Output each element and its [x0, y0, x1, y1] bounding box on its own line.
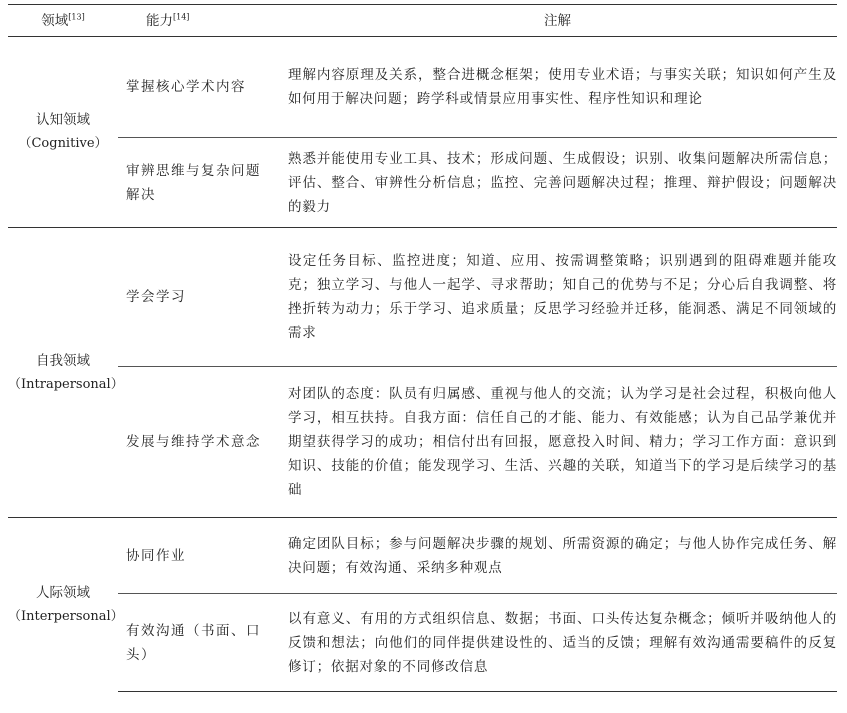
header-domain-ref: [13]: [68, 12, 85, 21]
note-cell: 对团队的态度：队员有归属感、重视与他人的交流；认为学习是社会过程，积极向他人学习，相互扶持。自我方面：信任自己的才能、能力、有效能感；认为自己品学兼优并期望获得学习的成功；相信付出有回报，愿意投入时间、精力；学习工作方面：意识到知识、技能的价值；能发现学习、生活、兴趣的关联，知道当下的学习是后续学习的基础: [278, 367, 837, 518]
table-row: [8, 228, 837, 367]
note-cell: 理解内容原理及关系，整合进概念框架；使用专业术语；与事实关联；知识如何产生及如何用于解决问题；跨学科或情景应用事实性、程序性知识和理论: [288, 67, 837, 107]
table-row: [8, 367, 837, 518]
domain-interpersonal: 人际领域 （Interpersonal）: [8, 518, 118, 692]
ability-cell: 发展与维持学术意念: [118, 367, 278, 518]
ability-cell: 掌握核心学术内容: [126, 79, 246, 95]
note-cell: 熟悉并能使用专业工具、技术；形成问题、生成假设；识别、收集问题解决所需信息；评估、整合、审辨性分析信息；监控、完善问题解决过程；推理、辩护假设；问题解决的毅力: [278, 138, 837, 228]
domain-cognitive: 认知领域 （Cognitive）: [18, 112, 108, 151]
ability-cell: 学会学习: [118, 228, 278, 367]
table-header-row: [8, 5, 837, 37]
table-row: [8, 518, 837, 594]
ability-cell: 有效沟通（书面、口头）: [118, 594, 278, 692]
ability-cell: 审辨思维与复杂问题解决: [118, 138, 278, 228]
header-ability: 能力[14]: [118, 5, 278, 37]
note-cell: 设定任务目标、监控进度；知道、应用、按需调整策略；识别遇到的阻碍难题并能攻克；独立学习、与他人一起学、寻求帮助；知自己的优势与不足；分心后自我调整、将挫折转为动力；乐于学习、追求质量；反思学习经验并迁移，能洞悉、满足不同领域的需求: [278, 228, 837, 367]
table-row: [8, 138, 837, 228]
table-row: [8, 37, 837, 138]
ability-cell: 协同作业: [118, 518, 278, 594]
note-cell: 以有意义、有用的方式组织信息、数据；书面、口头传达复杂概念；倾听并吸纳他人的反馈和想法；向他们的同伴提供建设性的、适当的反馈；理解有效沟通需要稿件的反复修订；依据对象的不同修改信息: [278, 594, 837, 692]
header-domain: 领域[13]: [8, 5, 118, 37]
table-row: [8, 594, 837, 692]
header-ability-ref: [14]: [173, 12, 190, 21]
competency-table: [8, 4, 837, 692]
domain-intrapersonal: 自我领域 （Intrapersonal）: [8, 228, 118, 518]
header-note: 注解: [278, 5, 837, 37]
note-cell: 确定团队目标；参与问题解决步骤的规划、所需资源的确定；与他人协作完成任务、解决问题；有效沟通、采纳多种观点: [278, 518, 837, 594]
